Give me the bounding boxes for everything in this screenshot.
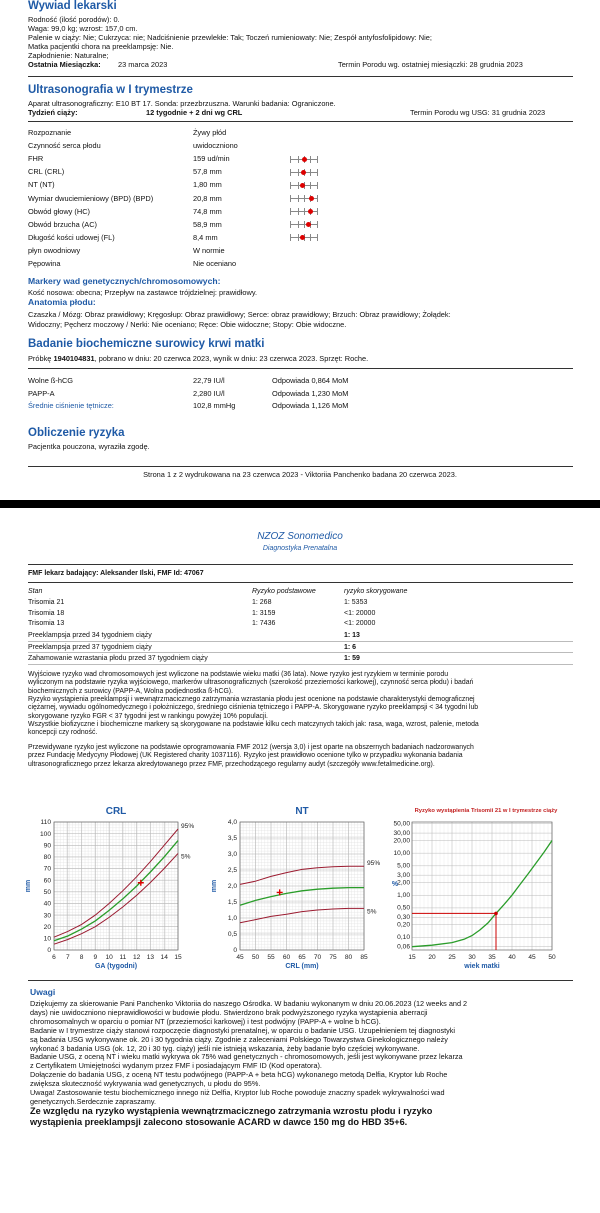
y-tick-label: 0 xyxy=(233,947,237,955)
risk-state: Trisomia 21 xyxy=(28,599,65,606)
measurement-value: Żywy płód xyxy=(193,128,227,137)
y-tick-label: 0,50 xyxy=(397,904,410,912)
chart-title: Ryzyko wystąpienia Trisomii 21 w I trymestrze ciąży xyxy=(414,808,558,814)
risk-state: Zahamowanie wzrastania płodu przed 37 tygodniem ciąży xyxy=(28,655,208,662)
y-tick-label: 2,0 xyxy=(227,883,237,891)
due-date-usg: Termin Porodu wg USG: 31 grudnia 2023 xyxy=(410,108,546,117)
percentile-marker xyxy=(290,181,318,190)
page-separator xyxy=(0,500,600,508)
patient-point xyxy=(494,912,498,916)
fmf-line: wyliczonym na podstawie ryzyka wyjściowego, markerów ultrasonograficznych (szerokość przezierności karkowej), czynność serca płodu) i badań xyxy=(28,679,474,687)
divider xyxy=(28,76,573,77)
series-label: 5% xyxy=(181,853,191,861)
gestational-age-value: 12 tygodnie + 2 dni wg CRL xyxy=(146,108,243,117)
x-tick-label: 50 xyxy=(251,954,260,961)
patient-age-guide xyxy=(412,913,496,950)
y-tick-label: 110 xyxy=(40,819,51,827)
x-tick-label: 55 xyxy=(267,954,275,961)
y-tick-label: 90 xyxy=(43,842,51,850)
plot-frame xyxy=(412,822,552,950)
risk-adjusted: 1: 13 xyxy=(344,632,360,639)
x-tick-label: 60 xyxy=(282,954,291,961)
divider xyxy=(28,582,573,583)
recommendation-line: Ze względu na ryzyko wystąpienia wewnątrzmacicznego zatrzymania wzrostu płodu i ryzyko xyxy=(30,1106,433,1116)
y-tick-label: 4,0 xyxy=(227,819,237,827)
measurement-value: 20,8 mm xyxy=(193,193,222,203)
lmp-value: 23 marca 2023 xyxy=(118,60,168,69)
y-tick-label: 80 xyxy=(43,854,51,862)
marker-tick xyxy=(304,208,305,215)
y-tick-label: 0 xyxy=(47,947,51,955)
measurement-label: FHR xyxy=(28,154,44,164)
marker-tick xyxy=(290,208,291,215)
y-tick-label: 0,10 xyxy=(397,934,410,942)
measurement-label: Pępowina xyxy=(28,259,61,268)
interview-line: Waga: 99,0 kg; wzrost: 157,0 cm. xyxy=(28,24,138,33)
notes-line: Dziękujemy za skierowanie Pani Panchenko Viktoriia do naszego Ośrodka. W badaniu wykonanym w dniu 20.06.2023 (12 weeks and 2 xyxy=(30,999,468,1008)
ultrasound-title: Ultrasonografia w I trymestrze xyxy=(28,84,193,96)
risk-adjusted: <1: 20000 xyxy=(344,609,376,617)
clinic-subtitle: Diagnostyka Prenatalna xyxy=(262,545,338,552)
measurement-value: 1,80 mm xyxy=(193,180,222,190)
risk-state: Preeklampsja przed 37 tygodniem ciąży xyxy=(28,643,152,651)
lmp-label: Ostatnia Miesiączka: xyxy=(28,60,101,69)
marker-tick xyxy=(290,195,291,202)
marker-tick xyxy=(298,221,299,228)
divider xyxy=(28,368,573,369)
marker-tick xyxy=(290,169,291,176)
notes-line: Badanie w I trymestrze ciąży stanowi rozpoczęcie diagnostyki prenatalnej, w oparciu o badanie USG. Uzupełnieniem tej diagnostyki xyxy=(30,1025,456,1035)
notes-line: zwiększa skuteczność wykrywania wad genetycznych, u płodu do 95%. xyxy=(30,1079,261,1089)
y-tick-label: 3,0 xyxy=(227,851,237,859)
x-tick-label: 12 xyxy=(132,954,141,961)
marker-dot xyxy=(301,170,306,175)
x-tick-label: 20 xyxy=(428,954,436,961)
fmf-line: skorygowane ryzyko FGR < 37 tygodni jest w rankingu powyżej 10% populacji. xyxy=(28,712,268,720)
marker-tick xyxy=(317,156,318,163)
interview-line: Rodność (ilość porodów): 0. xyxy=(28,15,120,24)
interview-title: Wywiad lekarski xyxy=(28,0,117,12)
x-tick-label: 65 xyxy=(298,954,306,961)
y-axis-label: mm xyxy=(25,879,32,893)
notes-line: Uwaga! Zastosowanie testu biochemicznego innego niż Delfia, Kryptor lub Roche powoduje znaczny spadek wykrywalności wad xyxy=(30,1088,445,1097)
interview-line: Zapłodnienie: Naturalne; xyxy=(28,51,109,60)
x-tick-label: 14 xyxy=(160,954,168,961)
risk-adjusted: 1: 59 xyxy=(344,655,360,662)
risk-state: Trisomia 18 xyxy=(28,609,65,617)
y-tick-label: 50 xyxy=(43,889,51,897)
fmf-line: przez Fundację Medycyny Płodowej (UK Registered charity 1037116). Ryzyko jest prawidłowo ocenione tylko w przypadku wykonania badania xyxy=(28,752,463,760)
x-tick-label: 10 xyxy=(105,954,113,961)
x-tick-label: 8 xyxy=(79,954,84,961)
risk-state: Preeklampsja przed 34 tygodniem ciąży xyxy=(28,632,152,639)
marker-tick xyxy=(298,156,299,163)
col-adjusted-risk: ryzyko skorygowane xyxy=(344,588,408,595)
divider xyxy=(28,980,573,981)
percentile-marker xyxy=(290,220,318,229)
y-axis-label: % xyxy=(392,881,399,888)
chart-title: CRL xyxy=(105,806,127,817)
fmf-line: Wyjściowe ryzyko wad chromosomowych jest wyliczone na podstawie wieku matki (36 lata). Nowe ryzyko jest ryzykiem w terminie porodu xyxy=(28,671,449,678)
notes-line: są badania USG wykonywane ok. 20 i 30 tygodnia ciąży. Zgodnie z zaleceniami Polskiego Towarzystwa Ginekologicznego należy xyxy=(30,1034,448,1044)
marker-tick xyxy=(310,156,311,163)
measurement-value: Nie oceniano xyxy=(193,259,237,268)
biochem-mom: Odpowiada 0,864 MoM xyxy=(272,376,349,385)
t21-chart xyxy=(392,802,570,977)
percentile-marker xyxy=(290,233,318,242)
row-divider xyxy=(28,641,573,642)
marker-tick xyxy=(290,234,291,241)
measurement-label: Czynność serca płodu xyxy=(28,141,101,151)
measurement-value: uwidoczniono xyxy=(193,141,238,151)
y-tick-label: 0,30 xyxy=(397,914,410,922)
fmf-line: ciężarnej, wywiadu ogólnomedycznego i położniczego, średniego ciśnienia tętniczego i PAPP-A. Skorygowane ryzyko preeklampsji < 34 tygodni lub xyxy=(28,704,479,712)
y-tick-label: 30 xyxy=(43,912,51,920)
anatomy-title: Anatomia płodu: xyxy=(28,297,96,307)
divider xyxy=(28,564,573,565)
y-tick-label: 20 xyxy=(43,923,51,931)
report-page-2 xyxy=(0,508,600,1213)
t21-chart-svg xyxy=(392,802,570,972)
y-axis-label: mm xyxy=(211,879,218,893)
y-tick-label: 10,00 xyxy=(393,849,410,857)
marker-tick xyxy=(310,234,311,241)
y-tick-label: 3,00 xyxy=(397,871,410,879)
series-line xyxy=(412,841,552,947)
fmf-line: Przewidywane ryzyko jest wyliczone na podstawie oprogramowania FMF 2012 (wersja 3,0) i jest oparte na obszernych badaniach nadzorowanych xyxy=(28,744,474,751)
sample-prefix: Próbkę xyxy=(28,354,54,363)
col-base-risk: Ryzyko podstawowe xyxy=(252,588,316,595)
y-tick-label: 2,5 xyxy=(227,867,237,875)
markers-title: Markery wad genetycznych/chromosomowych: xyxy=(28,276,221,286)
risk-base: 1: 268 xyxy=(252,599,272,606)
series-label: 95% xyxy=(367,860,381,868)
percentile-marker xyxy=(290,207,318,216)
biochem-mom: Odpowiada 1,230 MoM xyxy=(272,388,349,398)
x-tick-label: 9 xyxy=(93,954,98,961)
x-tick-label: 45 xyxy=(236,954,244,961)
measurement-value: 74,8 mm xyxy=(193,206,222,216)
x-tick-label: 35 xyxy=(488,954,496,961)
biochem-title: Badanie biochemiczne surowicy krwi matki xyxy=(28,338,265,350)
sample-id: 1940104831 xyxy=(53,354,95,363)
nt-chart xyxy=(204,802,394,977)
report-page-1 xyxy=(0,0,600,500)
series-label: 5% xyxy=(367,908,377,916)
biochem-mom: Odpowiada 1,126 MoM xyxy=(272,401,349,410)
risk-adjusted: 1: 5353 xyxy=(344,599,368,606)
x-tick-label: 70 xyxy=(313,954,322,961)
notes-line: Badanie USG, z oceną NT i wieku matki wykrywa ok 75% wad genetycznych - chromosomowych, jeśli jest wykonywane przez lekarza xyxy=(30,1052,463,1062)
x-tick-label: 15 xyxy=(174,954,182,961)
crl-chart xyxy=(18,802,208,977)
measurement-label: Obwód brzucha (AC) xyxy=(28,219,98,229)
y-tick-label: 50,00 xyxy=(393,820,410,828)
interview-line: Matka pacjentki chora na preeklampsję: Nie. xyxy=(28,42,174,51)
x-tick-label: 13 xyxy=(146,954,155,961)
measurement-label: CRL (CRL) xyxy=(28,167,65,177)
measurement-value: 159 ud/min xyxy=(193,154,230,164)
measurement-label: płyn owodniowy xyxy=(28,245,81,255)
biochem-value: 22,79 IU/l xyxy=(193,376,225,385)
marker-tick xyxy=(310,182,311,189)
biochem-value: 102,8 mmHg xyxy=(193,401,236,410)
x-tick-label: 7 xyxy=(65,954,70,961)
nt-chart-svg xyxy=(204,802,394,972)
markers-text: Kość nosowa: obecna; Przepływ na zastawce trójdzielnej: prawidłowy. xyxy=(28,288,258,297)
measurement-value: W normie xyxy=(193,245,225,255)
marker-tick xyxy=(298,234,299,241)
x-tick-label: 6 xyxy=(52,954,56,961)
notes-line: Dołączenie do badania USG, z oceną NT testu podwójnego (PAPP-A + beta hCG) wykonanego metodą Delfia, Kryptor lub Roche xyxy=(30,1070,448,1080)
y-tick-label: 1,5 xyxy=(227,899,237,907)
marker-tick xyxy=(304,221,305,228)
y-tick-label: 30,00 xyxy=(393,829,410,837)
fmf-line: Ryzyko wystąpienia preeklampsji i wewnątrzmacicznego zatrzymania wzrastania płodu jest ocenione na podstawie charakterystyki demograficznej xyxy=(28,695,475,703)
x-tick-label: 25 xyxy=(448,954,456,961)
marker-tick xyxy=(298,208,299,215)
y-tick-label: 20,00 xyxy=(393,837,410,845)
anatomy-text: Widoczny; Pęcherz moczowy / Nerki: Nie oceniano; Ręce: Obie widoczne; Stopy: Obie widoczne. xyxy=(28,320,347,329)
notes-line: z Certyfikatem Umiejętności wydanym przez FMF i posiadającym FMF ID (Kod operatora). xyxy=(30,1061,322,1071)
risk-calc-title: Obliczenie ryzyka xyxy=(28,427,125,439)
x-tick-label: 40 xyxy=(508,954,516,961)
marker-tick xyxy=(317,208,318,215)
x-tick-label: 80 xyxy=(344,954,353,961)
marker-tick xyxy=(317,195,318,202)
risk-calc-text: Pacjentka pouczona, wyraziła zgodę. xyxy=(28,442,150,451)
y-tick-label: 10 xyxy=(43,935,51,943)
anatomy-text: Czaszka / Mózg: Obraz prawidłowy; Kręgosłup: Obraz prawidłowy; Serce: obraz prawidłowy; Brzuch: Obraz prawidłowy; Żołądek: xyxy=(28,310,451,319)
y-tick-label: 60 xyxy=(43,877,51,885)
y-tick-label: 0,5 xyxy=(227,931,237,939)
ultrasound-device: Aparat ultrasonograficzny: E10 BT 17. Sonda: przezbrzuszna. Warunki badania: Ograniczone. xyxy=(28,99,336,108)
marker-tick xyxy=(317,182,318,189)
risk-adjusted: <1: 20000 xyxy=(344,620,376,627)
x-tick-label: 45 xyxy=(528,954,536,961)
measurement-label: NT (NT) xyxy=(28,180,55,190)
percentile-marker xyxy=(290,168,318,177)
crl-chart-svg xyxy=(18,802,208,972)
y-tick-label: 1,00 xyxy=(397,892,410,900)
marker-tick xyxy=(290,156,291,163)
interview-line: Palenie w ciąży: Nie; Cukrzyca: nie; Nadciśnienie przewlekłe: Tak; Toczeń rumieniowaty: Nie; Zespół antyfosfolipidowy: Nie; xyxy=(28,33,432,42)
risk-state: Trisomia 13 xyxy=(28,620,65,627)
row-divider xyxy=(28,652,573,653)
biochem-label: Średnie ciśnienie tętnicze: xyxy=(28,401,114,410)
marker-dot xyxy=(309,196,314,201)
risk-base: 1: 7436 xyxy=(252,620,276,627)
y-tick-label: 0,06 xyxy=(397,943,410,951)
biochem-value: 2,280 IU/l xyxy=(193,388,225,398)
measurement-value: 8,4 mm xyxy=(193,232,218,242)
measurement-value: 58,9 mm xyxy=(193,219,222,229)
x-tick-label: 15 xyxy=(408,954,416,961)
y-tick-label: 1,0 xyxy=(227,915,237,923)
marker-dot xyxy=(300,183,305,188)
x-tick-label: 85 xyxy=(360,954,368,961)
clinic-name: NZOZ Sonomedico xyxy=(257,531,343,542)
marker-tick xyxy=(298,195,299,202)
notes-line: wykonać 3 badania USG (ok. 12, 20 i 30 tyg. ciąży) jeśli nie istnieją wskazania, żeby badanie było częściej wykonywane. xyxy=(30,1043,420,1053)
fmf-doctor: FMF lekarz badający: Aleksander Ilski, FMF Id: 47067 xyxy=(28,570,204,577)
x-tick-label: 30 xyxy=(468,954,476,961)
row-divider xyxy=(28,664,573,665)
marker-tick xyxy=(290,182,291,189)
page1-footer: Strona 1 z 2 wydrukowana na 23 czerwca 2023 - Viktoriia Panchenko badana 20 czerwca 2023. xyxy=(143,470,457,479)
notes-line: days) nie uwidoczniono nieprawidłowości w budowie płodu. Stwierdzono brak podwyższonego ryzyka wystąpienia aberracji xyxy=(30,1007,428,1017)
series-label: 95% xyxy=(181,822,195,830)
measurement-value: 57,8 mm xyxy=(193,167,222,177)
y-tick-label: 5,00 xyxy=(397,862,410,870)
marker-tick xyxy=(317,221,318,228)
biochem-label: PAPP-A xyxy=(28,388,55,398)
marker-dot xyxy=(308,209,313,214)
x-tick-label: 75 xyxy=(329,954,337,961)
x-axis-label: CRL (mm) xyxy=(285,963,319,970)
y-tick-label: 70 xyxy=(43,865,51,873)
marker-dot xyxy=(300,235,305,240)
recommendation-line: wystąpienia preeklampsji zalecono stosowanie ACARD w dawce 150 mg do HBD 35+6. xyxy=(30,1117,408,1127)
measurement-label: Obwód głowy (HC) xyxy=(28,206,91,216)
y-tick-label: 0,20 xyxy=(397,921,410,929)
y-tick-label: 40 xyxy=(43,900,51,908)
marker-tick xyxy=(317,169,318,176)
x-tick-label: 11 xyxy=(119,954,127,961)
marker-tick xyxy=(317,234,318,241)
sample-rest: , pobrano w dniu: 20 czerwca 2023, wynik w dniu: 23 czerwca 2023. Sprzęt: Roche. xyxy=(94,354,369,363)
divider xyxy=(28,121,573,122)
marker-tick xyxy=(310,169,311,176)
fmf-line: ultrasonograficznego przez lekarza akredytowanego przez FMF, przechodzącego regularny audyt (szczegóły www.fetalmedicine.org). xyxy=(28,760,435,768)
fmf-line: Wszystkie biofizyczne i biochemiczne markery są skorygowane na podstawie kilku cech matczynych takich jak: rasa, waga, wzrost, palenie, metoda xyxy=(28,720,479,728)
marker-tick xyxy=(298,169,299,176)
x-tick-label: 50 xyxy=(548,954,556,961)
measurement-label: Wymiar dwuciemieniowy (BPD) (BPD) xyxy=(28,193,154,203)
y-tick-label: 100 xyxy=(39,830,51,838)
col-state: Stan xyxy=(28,588,43,595)
biochem-sample xyxy=(28,354,368,363)
fmf-line: koncepcji czy rodność. xyxy=(28,729,98,737)
biochem-label: Wolne ß-hCG xyxy=(28,376,74,385)
risk-adjusted: 1: 6 xyxy=(344,643,357,651)
y-tick-label: 3,5 xyxy=(227,835,237,843)
chart-title: NT xyxy=(295,806,309,817)
notes-title: Uwagi xyxy=(30,987,56,997)
notes-line: genetycznych.Serdecznie zapraszamy. xyxy=(30,1096,156,1106)
x-axis-label: wiek matki xyxy=(464,963,500,970)
marker-tick xyxy=(304,195,305,202)
percentile-marker xyxy=(290,155,318,164)
due-date-lmp: Termin Porodu wg. ostatniej miesiączki: 28 grudnia 2023 xyxy=(338,60,523,69)
marker-tick xyxy=(298,182,299,189)
measurement-label: Rozpoznanie xyxy=(28,128,72,137)
x-axis-label: GA (tygodni) xyxy=(94,963,138,970)
fmf-line: biochemicznych z surowicy (PAPP-A, Wolna podjednostka ß-hCG). xyxy=(28,687,234,695)
divider xyxy=(28,466,573,467)
notes-line: chromosomalnych w oparciu o pomiar NT (przezierności karkowej) i test podwójny (PAPP-A + wolne b hCG). xyxy=(30,1016,381,1026)
y-tick-label: 2,00 xyxy=(397,879,410,887)
measurement-label: Długość kości udowej (FL) xyxy=(28,232,115,242)
gestational-age-label: Tydzień ciąży: xyxy=(28,108,78,117)
percentile-marker xyxy=(290,194,318,203)
marker-tick xyxy=(290,221,291,228)
risk-base: 1: 3159 xyxy=(252,609,276,617)
marker-dot xyxy=(302,157,307,162)
